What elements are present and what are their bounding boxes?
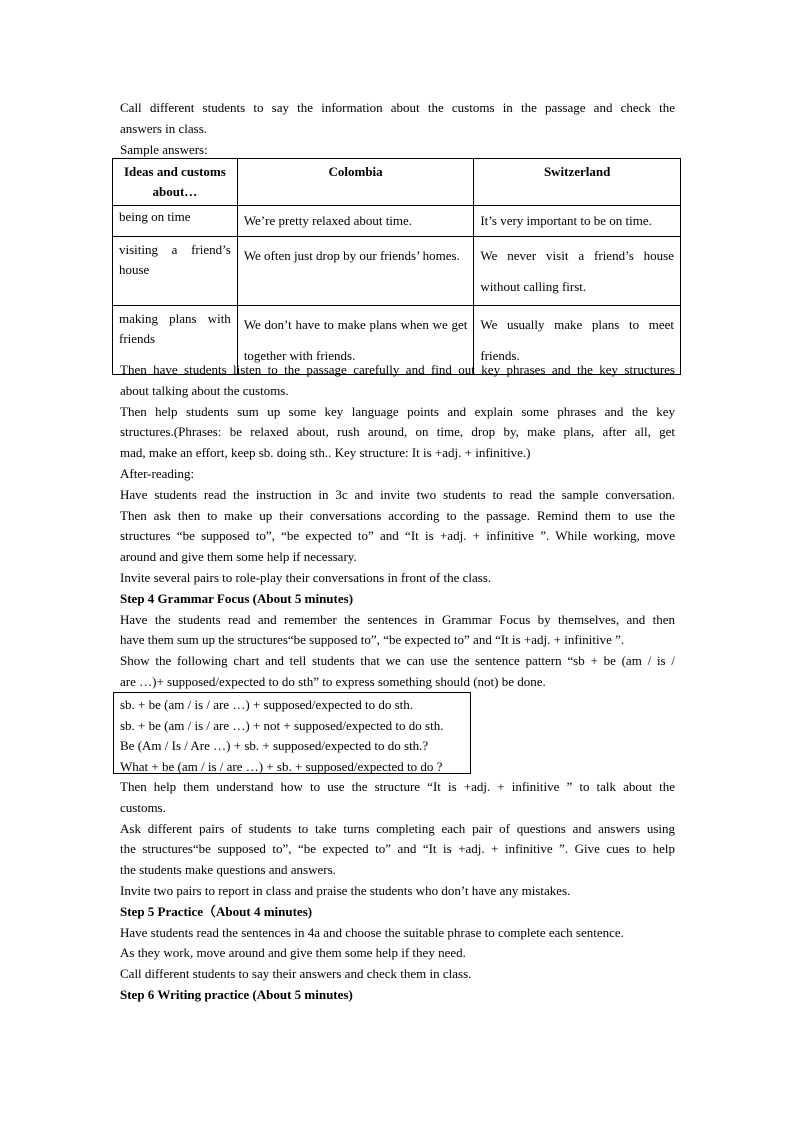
paragraph-line: Ask different pairs of students to take turns completing each pair of questions and answers using	[120, 820, 675, 836]
paragraph-line: have them sum up the structures“be supposed to”, “be expected to” and “It is +adj. + infinitive ”.	[120, 632, 625, 648]
step-heading: Step 4 Grammar Focus (About 5 minutes)	[120, 590, 354, 606]
table-cell: We often just drop by our friends’ homes.	[237, 237, 474, 306]
paragraph-line: mad, make an effort, keep sb. doing sth.. Key structure: It is +adj. + infinitive.)	[120, 445, 531, 461]
paragraph-line: As they work, move around and give them some help if they need.	[120, 945, 466, 961]
paragraph-line: structures.(Phrases: be relaxed about, rush around, on time, drop by, make plans, after all, get	[120, 424, 675, 440]
table-header: Switzerland	[474, 159, 681, 206]
paragraph-line: Then ask then to make up their conversations according to the passage. Remind them to use the	[120, 507, 675, 523]
paragraph-line: Have students read the sentences in 4a and choose the suitable phrase to complete each sentence.	[120, 924, 624, 940]
table-cell: We usually make plans to meet friends.	[474, 306, 681, 375]
table-cell: being on time	[113, 206, 238, 237]
paragraph-line: Then have students listen to the passage carefully and find out key phrases and the key structures	[120, 362, 675, 377]
table-row	[113, 206, 681, 237]
paragraph-line: Invite two pairs to report in class and praise the students who don’t have any mistakes.	[120, 882, 571, 898]
paragraph-line: around and give them some help if necessary.	[120, 549, 357, 565]
paragraph-line: the structures“be supposed to”, “be expected to” and “It is +adj. + infinitive ”. Give cues to help	[120, 841, 675, 857]
table-cell: It’s very important to be on time.	[474, 206, 681, 237]
paragraph-line: Then help students sum up some key language points and explain some phrases and the key	[120, 403, 675, 419]
structure-line: sb. + be (am / is / are …) + supposed/expected to do sth.	[120, 697, 414, 712]
paragraph-line: the students make questions and answers.	[120, 862, 336, 878]
table-cell: We never visit a friend’s house without calling first.	[474, 237, 681, 306]
sample-answers-label: Sample answers:	[120, 141, 208, 157]
main-text	[120, 360, 675, 693]
table-cell: We’re pretty relaxed about time.	[237, 206, 474, 237]
customs-table	[112, 158, 681, 375]
paragraph-line: After-reading:	[120, 465, 195, 481]
structure-box	[113, 692, 471, 774]
table-cell: making plans with friends	[113, 306, 238, 375]
table-header: Colombia	[237, 159, 474, 206]
structure-line: What + be (am / is / are …) + sb. + supposed/expected to do ?	[120, 758, 443, 774]
table-cell: visiting a friend’s house	[113, 237, 238, 306]
table-cell: We don’t have to make plans when we get together with friends.	[237, 306, 474, 375]
paragraph-line: Have students read the instruction in 3c and invite two students to read the sample conversation.	[120, 486, 675, 502]
step-heading: Step 6 Writing practice (About 5 minutes)	[120, 986, 353, 1002]
structure-line: Be (Am / Is / Are …) + sb. + supposed/expected to do sth.?	[120, 738, 429, 754]
table-header-row	[113, 159, 681, 206]
paragraph-line: Invite several pairs to role-play their conversations in front of the class.	[120, 569, 492, 585]
table-row	[113, 237, 681, 306]
paragraph-line: Then help them understand how to use the structure “It is +adj. + infinitive ” to talk about the	[120, 779, 675, 794]
paragraph-line: structures “be supposed to”, “be expected to” and “It is +adj. + infinitive ”. While working, move	[120, 528, 675, 544]
step-heading: Step 5 Practice（About 4 minutes)	[120, 903, 313, 919]
paragraph-line: Have the students read and remember the sentences in Grammar Focus by themselves, and then	[120, 611, 675, 627]
paragraph-line: customs.	[120, 799, 166, 815]
structure-line: sb. + be (am / is / are …) + not + supposed/expected to do sth.	[120, 717, 444, 733]
paragraph-line: about talking about the customs.	[120, 382, 289, 398]
paragraph-line: answers in class.	[120, 120, 208, 136]
paragraph-line: Show the following chart and tell students that we can use the sentence pattern “sb + be (am / is /	[120, 653, 675, 669]
paragraph-line: are …)+ supposed/expected to do sth” to express something should (not) be done.	[120, 673, 546, 689]
table-header: Ideas and customs about…	[113, 159, 238, 206]
intro-block	[120, 98, 675, 160]
paragraph-line: Call different students to say their answers and check them in class.	[120, 966, 472, 982]
paragraph-line: Call different students to say the information about the customs in the passage and check the	[120, 100, 675, 115]
main-text-2	[120, 777, 675, 1006]
